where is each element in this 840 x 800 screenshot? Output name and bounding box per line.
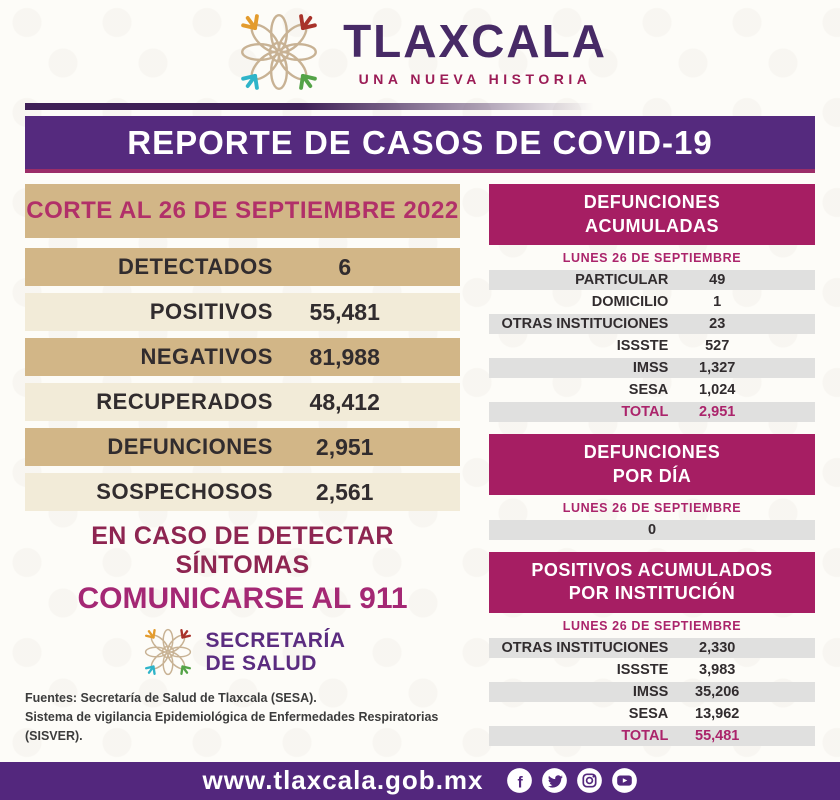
instagram-icon[interactable] xyxy=(576,767,603,794)
row-label: IMSS xyxy=(632,683,669,700)
brand-block xyxy=(343,14,607,87)
brand-title: TLAXCALA xyxy=(343,14,607,67)
section-title-line2: ACUMULADAS xyxy=(585,215,719,236)
table-row xyxy=(489,336,815,356)
row-value: 527 xyxy=(705,338,730,355)
row-value: 55,481 xyxy=(309,298,380,325)
svg-text:f: f xyxy=(516,774,523,792)
social-links xyxy=(506,767,638,794)
row-value: 2,330 xyxy=(699,639,736,656)
section-title-line1: DEFUNCIONES xyxy=(583,442,721,463)
row-value: 2,951 xyxy=(699,404,736,421)
ministry-line2: DE SALUD xyxy=(205,652,317,676)
row-label: DOMICILIO xyxy=(591,294,669,311)
table-row xyxy=(489,520,815,540)
section-date: LUNES 26 DE SEPTIEMBRE xyxy=(562,501,742,516)
website-link[interactable]: www.tlaxcala.gob.mx xyxy=(202,765,484,796)
row-label: OTRAS INSTITUCIONES xyxy=(501,316,669,333)
row-label: NEGATIVOS xyxy=(140,344,273,370)
table-row xyxy=(25,338,460,376)
section-header xyxy=(489,184,815,245)
table-row xyxy=(25,293,460,331)
section-header xyxy=(489,434,815,495)
row-label: SESA xyxy=(628,705,669,722)
table-row xyxy=(25,473,460,511)
table-row xyxy=(25,428,460,466)
symptoms-notice xyxy=(25,522,460,616)
row-label: TOTAL xyxy=(621,404,669,421)
table-row xyxy=(489,682,815,702)
section-deaths-accumulated xyxy=(489,184,815,422)
gradient-divider xyxy=(25,103,815,110)
tlaxcala-flower-icon xyxy=(140,624,196,680)
institution-column xyxy=(489,184,815,757)
row-value: 13,962 xyxy=(695,705,740,722)
row-label: ISSSTE xyxy=(616,338,669,355)
footer-bar xyxy=(0,762,840,800)
section-title-line1: DEFUNCIONES xyxy=(583,192,721,213)
table-row xyxy=(489,292,815,312)
section-date: LUNES 26 DE SEPTIEMBRE xyxy=(562,251,742,266)
cutoff-header xyxy=(25,184,460,238)
report-banner xyxy=(25,116,815,173)
section-title-line2: POR INSTITUCIÓN xyxy=(568,583,736,604)
header xyxy=(0,0,840,99)
table-row xyxy=(25,248,460,286)
source-line1: Fuentes: Secretaría de Salud de Tlaxcala (SESA). xyxy=(25,691,317,706)
row-label: IMSS xyxy=(632,360,669,377)
row-label: TOTAL xyxy=(621,727,669,744)
deaths-accumulated-table xyxy=(489,270,815,422)
table-row xyxy=(489,402,815,422)
section-header xyxy=(489,552,815,613)
row-label: SESA xyxy=(628,382,669,399)
summary-stats-table xyxy=(25,248,460,511)
row-label: OTRAS INSTITUCIONES xyxy=(501,639,669,656)
ministry-name xyxy=(206,629,346,675)
notice-line1: EN CASO DE DETECTAR SÍNTOMAS xyxy=(91,522,394,580)
section-title-line2: POR DÍA xyxy=(612,465,692,486)
table-row xyxy=(489,704,815,724)
row-value: 23 xyxy=(709,316,726,333)
row-label: ISSSTE xyxy=(616,661,669,678)
twitter-icon[interactable] xyxy=(541,767,568,794)
row-value: 55,481 xyxy=(695,727,740,744)
table-row xyxy=(489,638,815,658)
section-positives-by-institution xyxy=(489,552,815,746)
row-value: 2,561 xyxy=(315,478,374,505)
brand-tagline: UNA NUEVA HISTORIA xyxy=(358,70,592,87)
section-date: LUNES 26 DE SEPTIEMBRE xyxy=(562,618,742,633)
sources-note xyxy=(25,689,460,745)
table-row xyxy=(489,314,815,334)
row-value: 2,951 xyxy=(315,433,374,460)
row-value: 0 xyxy=(647,522,657,539)
row-value: 6 xyxy=(338,253,352,280)
source-line2: Sistema de vigilancia Epidemiológica de Enfermedades Respiratorias (SISVER). xyxy=(25,710,439,743)
row-value: 49 xyxy=(709,272,726,289)
row-value: 1,327 xyxy=(699,360,736,377)
table-row xyxy=(489,270,815,290)
table-row xyxy=(489,660,815,680)
summary-column xyxy=(25,184,460,757)
positives-by-institution-table xyxy=(489,638,815,746)
row-label: DEFUNCIONES xyxy=(107,434,273,460)
row-value: 1,024 xyxy=(699,382,736,399)
ministry-line1: SECRETARÍA xyxy=(205,629,346,653)
row-label: RECUPERADOS xyxy=(96,389,273,415)
emergency-number: COMUNICARSE AL 911 xyxy=(77,582,408,616)
row-value: 81,988 xyxy=(309,343,380,370)
cutoff-title: CORTE AL 26 DE SEPTIEMBRE 2022 xyxy=(26,197,459,225)
row-value: 3,983 xyxy=(699,661,736,678)
main-content xyxy=(0,173,840,761)
table-row xyxy=(489,358,815,378)
report-title: REPORTE DE CASOS DE COVID-19 xyxy=(127,123,713,161)
row-value: 35,206 xyxy=(695,683,740,700)
deaths-per-day-table xyxy=(489,520,815,540)
tlaxcala-flower-icon xyxy=(233,6,325,98)
facebook-icon[interactable] xyxy=(506,767,533,794)
row-label: DETECTADOS xyxy=(118,254,273,280)
row-value: 48,412 xyxy=(309,388,380,415)
row-label: POSITIVOS xyxy=(149,299,273,325)
row-value: 1 xyxy=(713,294,722,311)
section-title-line1: POSITIVOS ACUMULADOS xyxy=(531,560,773,581)
section-deaths-per-day xyxy=(489,434,815,540)
row-label: PARTICULAR xyxy=(575,272,669,289)
health-ministry-logo xyxy=(25,624,460,680)
row-label: SOSPECHOSOS xyxy=(96,479,273,505)
table-row xyxy=(25,383,460,421)
table-row xyxy=(489,726,815,746)
table-row xyxy=(489,380,815,400)
youtube-icon[interactable] xyxy=(611,767,638,794)
